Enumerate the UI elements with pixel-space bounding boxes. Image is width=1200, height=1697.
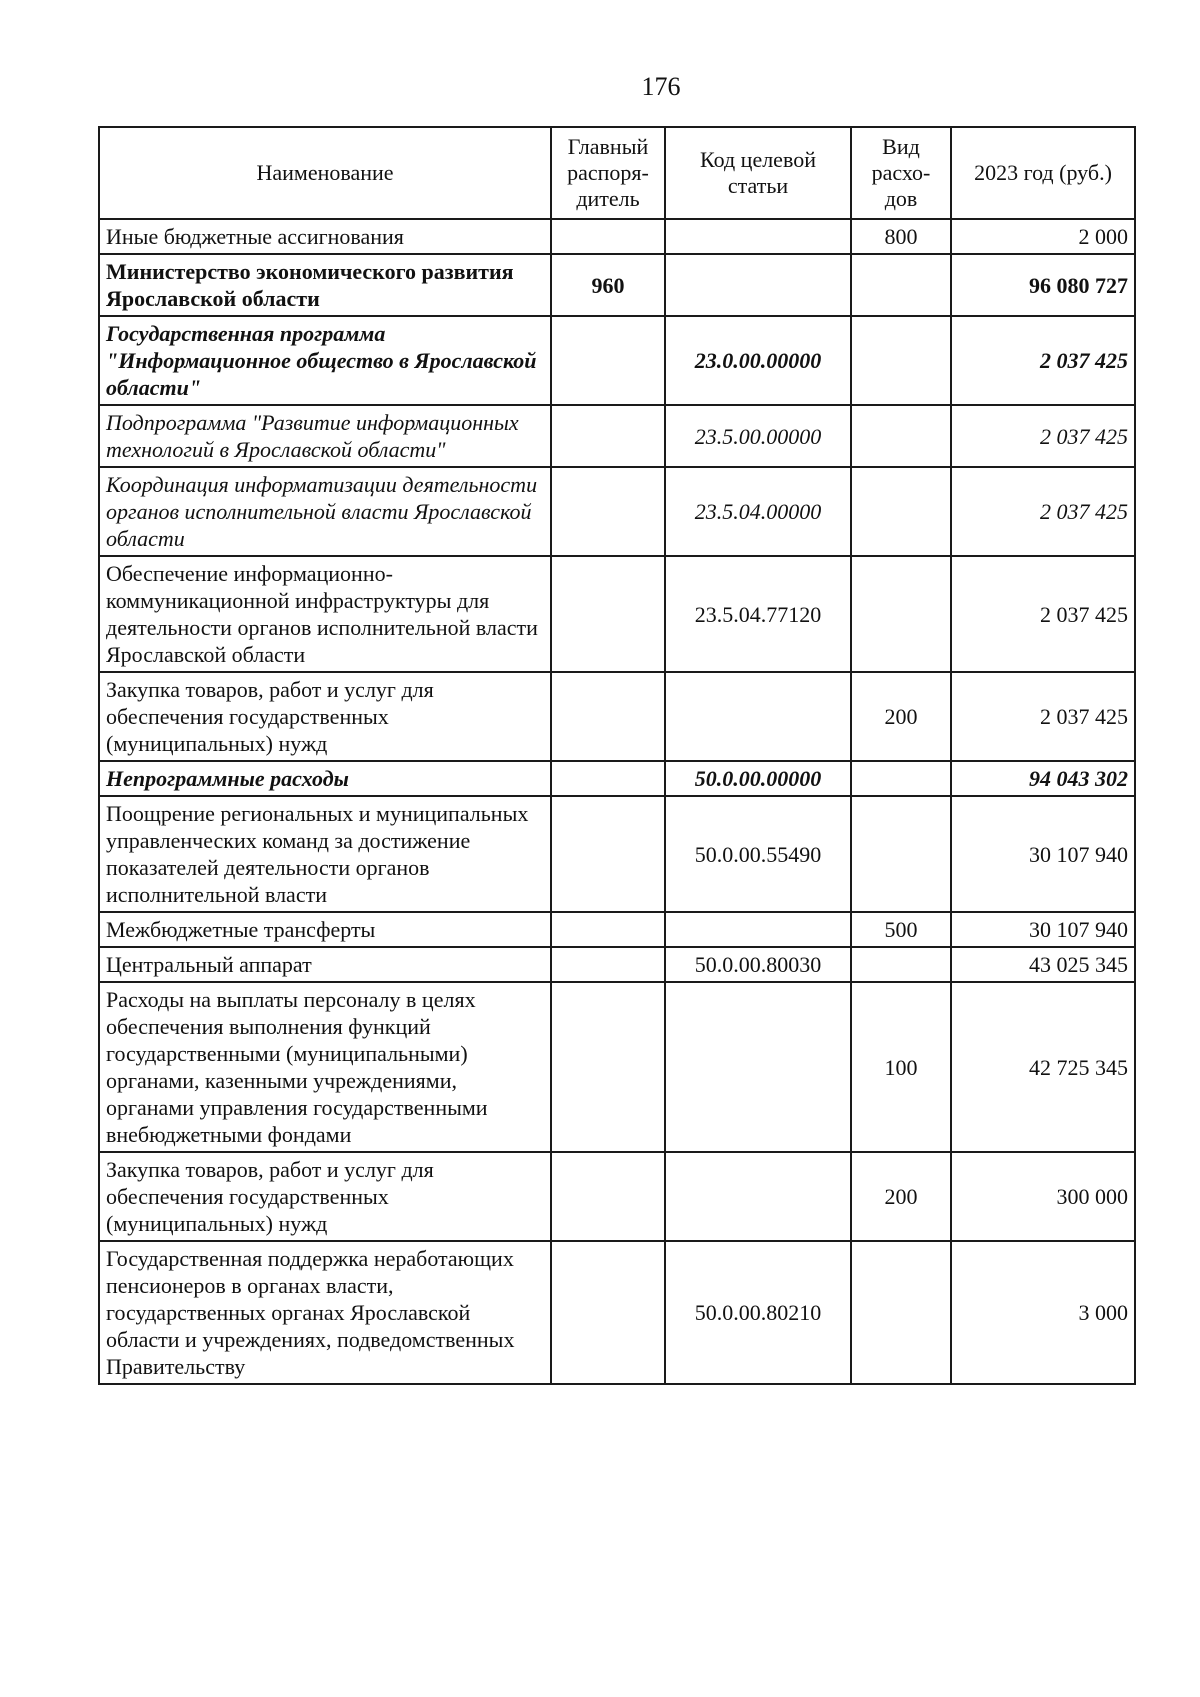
row-grbs — [551, 796, 665, 912]
row-code: 50.0.00.80210 — [665, 1241, 851, 1384]
row-name: Государственная поддержка неработающих пенсионеров в органах власти, государственных органах Ярославской области и учреждениях, подведомственных Правительству — [99, 1241, 551, 1384]
row-kind — [851, 796, 951, 912]
row-name: Межбюджетные трансферты — [99, 912, 551, 947]
row-name: Закупка товаров, работ и услуг для обеспечения государственных (муниципальных) нужд — [99, 1152, 551, 1241]
budget-table — [98, 126, 1136, 1385]
header-code: Код целевой статьи — [665, 127, 851, 219]
row-code — [665, 912, 851, 947]
row-grbs — [551, 761, 665, 796]
row-grbs — [551, 672, 665, 761]
row-grbs — [551, 467, 665, 556]
table-row — [99, 1241, 1135, 1384]
row-amount: 2 000 — [951, 219, 1135, 254]
row-grbs — [551, 556, 665, 672]
row-amount: 42 725 345 — [951, 982, 1135, 1152]
row-amount: 30 107 940 — [951, 912, 1135, 947]
row-amount: 2 037 425 — [951, 467, 1135, 556]
row-name: Подпрограмма "Развитие информационных технологий в Ярославской области" — [99, 405, 551, 467]
row-name: Министерство экономического развития Ярославской области — [99, 254, 551, 316]
page-number: 176 — [641, 72, 681, 101]
table-row — [99, 982, 1135, 1152]
row-kind — [851, 556, 951, 672]
row-amount: 2 037 425 — [951, 556, 1135, 672]
row-name: Государственная программа "Информационное общество в Ярославской области" — [99, 316, 551, 405]
row-kind — [851, 1241, 951, 1384]
row-amount: 94 043 302 — [951, 761, 1135, 796]
row-code: 23.0.00.00000 — [665, 316, 851, 405]
row-grbs — [551, 1152, 665, 1241]
row-code: 23.5.00.00000 — [665, 405, 851, 467]
row-amount: 3 000 — [951, 1241, 1135, 1384]
row-code: 50.0.00.80030 — [665, 947, 851, 982]
row-code: 50.0.00.55490 — [665, 796, 851, 912]
row-kind: 100 — [851, 982, 951, 1152]
row-grbs — [551, 219, 665, 254]
row-kind: 800 — [851, 219, 951, 254]
row-grbs — [551, 982, 665, 1152]
row-amount: 2 037 425 — [951, 672, 1135, 761]
row-code — [665, 982, 851, 1152]
row-kind — [851, 254, 951, 316]
table-row — [99, 761, 1135, 796]
row-code: 50.0.00.00000 — [665, 761, 851, 796]
table-row — [99, 556, 1135, 672]
table-row — [99, 254, 1135, 316]
row-kind: 200 — [851, 1152, 951, 1241]
row-kind: 200 — [851, 672, 951, 761]
table-row — [99, 912, 1135, 947]
row-name: Обеспечение информационно-коммуникационной инфраструктуры для деятельности органов исполнительной власти Ярославской области — [99, 556, 551, 672]
row-grbs — [551, 405, 665, 467]
header-name: Наименование — [99, 127, 551, 219]
row-amount: 43 025 345 — [951, 947, 1135, 982]
row-grbs — [551, 912, 665, 947]
table-body — [99, 219, 1135, 1384]
row-kind — [851, 405, 951, 467]
row-kind — [851, 947, 951, 982]
table-row — [99, 1152, 1135, 1241]
row-name: Центральный аппарат — [99, 947, 551, 982]
table-row — [99, 405, 1135, 467]
row-name: Непрограммные расходы — [99, 761, 551, 796]
row-name: Расходы на выплаты персоналу в целях обеспечения выполнения функций государственными (муниципальными) органами, казенными учреждениями, органами управления государственными внебюджетными фондами — [99, 982, 551, 1152]
row-grbs — [551, 316, 665, 405]
table-row — [99, 672, 1135, 761]
row-code — [665, 672, 851, 761]
row-kind: 500 — [851, 912, 951, 947]
row-amount: 300 000 — [951, 1152, 1135, 1241]
row-name: Координация информатизации деятельности органов исполнительной власти Ярославской области — [99, 467, 551, 556]
header-grbs: Главный распоря-дитель — [551, 127, 665, 219]
table-row — [99, 796, 1135, 912]
table-header-row — [99, 127, 1135, 219]
header-kind: Вид расхо-дов — [851, 127, 951, 219]
row-grbs: 960 — [551, 254, 665, 316]
row-code — [665, 219, 851, 254]
row-kind — [851, 467, 951, 556]
row-name: Закупка товаров, работ и услуг для обеспечения государственных (муниципальных) нужд — [99, 672, 551, 761]
row-grbs — [551, 1241, 665, 1384]
table-row — [99, 947, 1135, 982]
row-amount: 2 037 425 — [951, 405, 1135, 467]
row-code: 23.5.04.77120 — [665, 556, 851, 672]
row-kind — [851, 316, 951, 405]
table-row — [99, 467, 1135, 556]
header-amount: 2023 год (руб.) — [951, 127, 1135, 219]
row-name: Поощрение региональных и муниципальных управленческих команд за достижение показателей деятельности органов исполнительной власти — [99, 796, 551, 912]
row-name: Иные бюджетные ассигнования — [99, 219, 551, 254]
row-code — [665, 254, 851, 316]
table-row — [99, 219, 1135, 254]
row-code — [665, 1152, 851, 1241]
row-amount: 30 107 940 — [951, 796, 1135, 912]
row-amount: 2 037 425 — [951, 316, 1135, 405]
row-amount: 96 080 727 — [951, 254, 1135, 316]
row-grbs — [551, 947, 665, 982]
table-row — [99, 316, 1135, 405]
row-code: 23.5.04.00000 — [665, 467, 851, 556]
row-kind — [851, 761, 951, 796]
